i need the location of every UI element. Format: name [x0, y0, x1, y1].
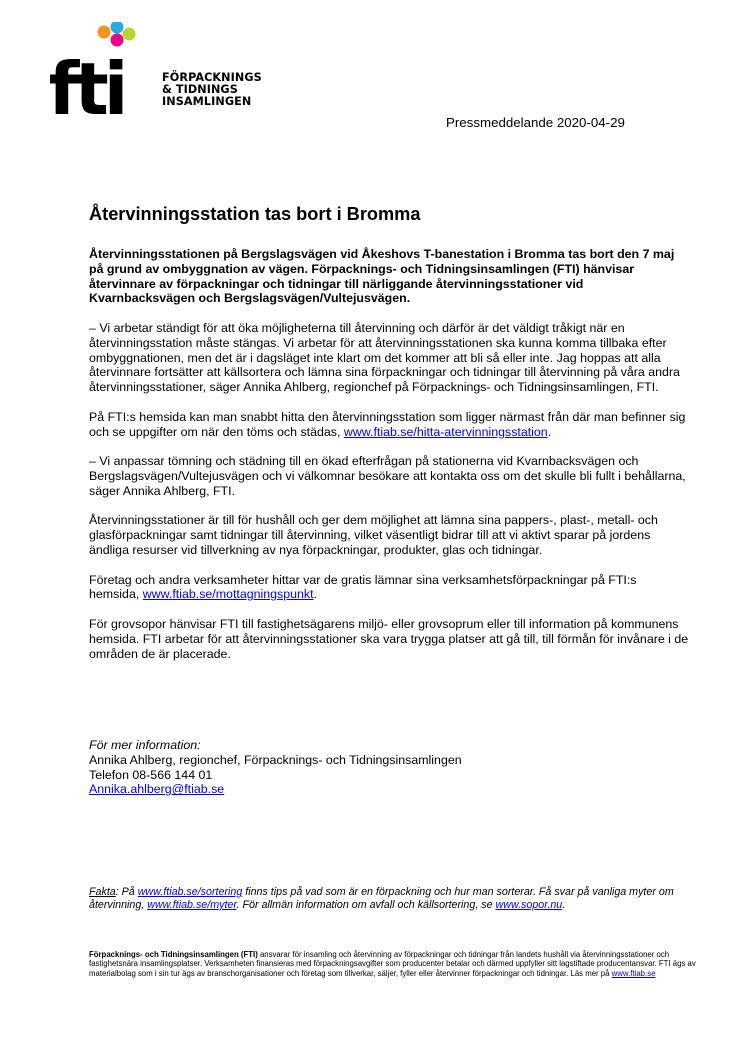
link-mottagningspunkt[interactable]: www.ftiab.se/mottagningspunkt	[142, 587, 314, 602]
fakta-text-3: . För allmän information om avfall och källsortering, se	[236, 898, 496, 911]
footer-company-name: Förpacknings- och Tidningsinsamlingen (FTI)	[89, 950, 258, 959]
press-release-date: Pressmeddelande 2020-04-29	[446, 115, 625, 130]
contact-name: Annika Ahlberg, regionchef, Förpacknings- och Tidningsinsamlingen	[89, 752, 462, 767]
page-title: Återvinningsstation tas bort i Bromma	[89, 204, 421, 224]
logo-line-3: INSAMLINGEN	[162, 95, 252, 109]
link-hitta-atervinningsstation[interactable]: www.ftiab.se/hitta-atervinningsstation	[343, 424, 548, 439]
contact-block	[89, 738, 462, 797]
logo-dot-pink	[111, 34, 124, 47]
footer-about	[89, 950, 699, 978]
fakta-text-1: : På	[115, 886, 138, 898]
logo-dot-green	[123, 28, 136, 41]
footer-text: ansvarar för insamling och återvinning av förpackningar och tidningar från landets hushåll via återvinningsstationer och fastighetsnära insamlingsplatser. Verksamheten finansieras med förpackningsavgifter som producenter betalar och därmed uppfyller sitt lagstiftade producentansvar. FTI ägs av materialbolag som i sin tur ägs av branschorganisationer och företag som tillverkar, säljer, fyller eller återvinner förpackningar och tidningar. Läs mer på	[89, 950, 696, 978]
svg-text:fti: fti	[50, 47, 124, 122]
link-myter[interactable]: www.ftiab.se/myter	[147, 898, 237, 911]
link-sopor[interactable]: www.sopor.nu	[495, 898, 563, 911]
paragraph-quote-2: – Vi anpassar tömning och städning till en ökad efterfrågan på stationerna vid Kvarnbacksvägen och Bergslagsvägen/Vultejusvägen och vi välkomnar besökare att kontakta oss om det skulle bli fullt i behållarna, säger Annika Ahlberg, FTI.	[89, 454, 686, 498]
paragraph-business-end: .	[313, 587, 317, 602]
fakta-text-4: .	[562, 898, 566, 911]
paragraph-business	[89, 573, 689, 603]
paragraph-business-text: Företag och andra verksamheter hittar var de gratis lämnar sina verksamhetsförpackningar på FTI:s hemsida,	[89, 572, 637, 602]
link-sortering[interactable]: www.ftiab.se/sortering	[137, 886, 243, 898]
lead-paragraph: Återvinningsstationen på Bergslagsvägen vid Åkeshovs T-banestation i Bromma tas bort den 7 maj på grund av ombyggnation av vägen. Förpacknings- och Tidningsinsamlingen (FTI) hänvisar återvinnare av förpackningar och tidningar till närliggande återvinningsstationer vid Kvarnbacksvägen och Bergslagsvägen/Vultejusvägen.	[89, 247, 675, 306]
contact-phone: Telefon 08-566 144 01	[89, 767, 213, 782]
paragraph-quote-1: – Vi arbetar ständigt för att öka möjligheterna till återvinning och därför är det väldigt tråkigt när en återvinningsstation måste stängas. Vi arbetar för att återvinningsstationen ska kunna komma tillbaka efter ombyggnationen, men det är i dagsläget inte klart om det kommer att bli så eller inte. Jag hoppas att alla återvinnare fortsätter att källsortera och lämna sina förpackningar och tidningar till återvinning på våra andra återvinningsstationer, säger Annika Ahlberg, regionchef på Förpacknings- och Tidningsinsamlingen, FTI.	[89, 320, 680, 395]
paragraph-website	[89, 410, 689, 440]
logo-dot-orange	[98, 26, 111, 39]
contact-heading: För mer information:	[89, 738, 201, 752]
fakta-note	[89, 886, 699, 912]
press-release-body	[89, 247, 689, 676]
paragraph-grovsopor: För grovsopor hänvisar FTI till fastighetsägarens miljö- eller grovsoprum eller till information på kommunens hemsida. FTI arbetar för att återvinningsstationer ska vara trygga platser att gå till, till förmån för invånare i de områden de är placerade.	[89, 616, 689, 661]
contact-email-link[interactable]: Annika.ahlberg@ftiab.se	[89, 782, 225, 797]
footer-link-ftiab[interactable]: www.ftiab.se	[611, 968, 656, 978]
paragraph-stations: Återvinningsstationer är till för hushåll och ger dem möjlighet att lämna sina pappers-, plast-, metall- och glasförpackningar samt tidningar till återvinning, vilket väsentligt bidrar till att vi aktivt sparar på jordens ändliga resurser vid tillverkning av nya förpackningar, produkter, glas och tidningar.	[89, 513, 658, 557]
paragraph-website-end: .	[547, 424, 552, 439]
logo-dot-blue	[111, 22, 124, 34]
paragraph-website-text: På FTI:s hemsida kan man snabbt hitta den återvinningsstation som ligger närmast från där man befinner sig och se uppgifter om när den töms och städas,	[89, 409, 686, 439]
fakta-text-2: finns tips på vad som är en förpackning och hur man sorterar. Få svar på vanliga myter om återvinning,	[89, 886, 674, 911]
fakta-label: Fakta	[89, 886, 116, 898]
logo-wordmark	[162, 72, 262, 109]
logo-line-1: FÖRPACKNINGS	[162, 71, 262, 84]
logo-line-2: & TIDNINGS	[162, 83, 238, 97]
